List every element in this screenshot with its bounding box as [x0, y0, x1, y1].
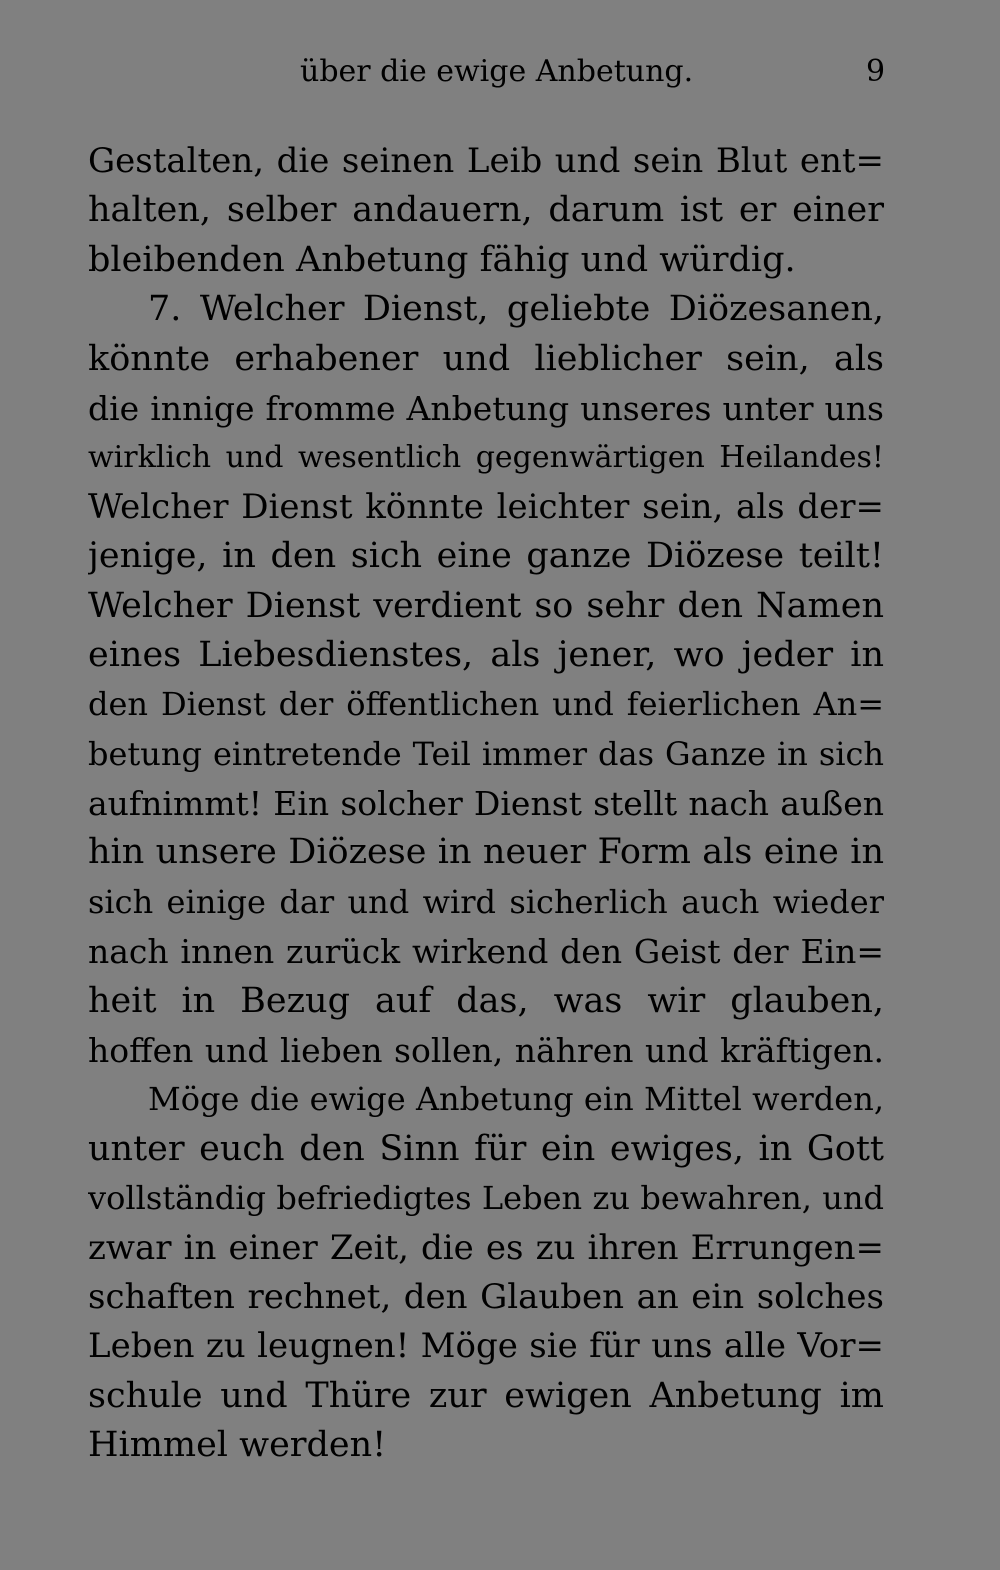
- text-line: halten, selber andauern, darum ist er einer: [88, 190, 884, 231]
- text-line: jenige, in den sich eine ganze Diözese teilt!: [88, 536, 884, 577]
- text-line: Welcher Dienst verdient so sehr den Namen: [88, 585, 884, 626]
- text-line: nach innen zurück wirkend den Geist der Ein=: [88, 932, 884, 972]
- text-line: sich einige dar und wird sicherlich auch wieder: [88, 882, 884, 921]
- running-title: über die ewige Anbetung.: [300, 54, 694, 89]
- paragraph-start-line: Möge die ewige Anbetung ein Mittel werden,: [148, 1080, 884, 1119]
- text-line: bleibenden Anbetung fähig und würdig.: [88, 239, 796, 280]
- text-line: hoffen und lieben sollen, nähren und kräftigen.: [88, 1031, 884, 1071]
- text-line: schaften rechnet, den Glauben an ein solches: [88, 1276, 884, 1317]
- text-line: unter euch den Sinn für ein ewiges, in Gott: [88, 1128, 884, 1169]
- text-line: heit in Bezug auf das, was wir glauben,: [88, 980, 884, 1021]
- text-line: wirklich und wesentlich gegenwärtigen Heilandes!: [88, 440, 884, 476]
- paragraph-start-line: 7. Welcher Dienst, geliebte Diözesanen,: [148, 289, 884, 330]
- page-number: 9: [866, 54, 886, 89]
- text-line: eines Liebesdienstes, als jener, wo jeder in: [88, 634, 884, 675]
- text-line: schule und Thüre zur ewigen Anbetung im: [88, 1375, 884, 1416]
- text-line: aufnimmt! Ein solcher Dienst stellt nach außen: [88, 784, 884, 824]
- text-line: hin unsere Diözese in neuer Form als eine in: [88, 832, 884, 873]
- text-line: könnte erhabener und lieblicher sein, als: [88, 338, 884, 379]
- body-text: [88, 137, 884, 1471]
- text-line: Leben zu leugnen! Möge sie für uns alle Vor=: [88, 1326, 884, 1367]
- text-line: die innige fromme Anbetung unseres unter uns: [88, 388, 884, 428]
- text-line: zwar in einer Zeit, die es zu ihren Errungen=: [88, 1227, 884, 1268]
- text-line: den Dienst der öffentlichen und feierlichen An=: [88, 685, 884, 724]
- text-line: Welcher Dienst könnte leichter sein, als der=: [88, 486, 884, 527]
- running-header: [0, 52, 1000, 92]
- text-line: betung eintretende Teil immer das Ganze in sich: [88, 734, 884, 773]
- text-line: Gestalten, die seinen Leib und sein Blut ent=: [88, 141, 884, 181]
- text-line: Himmel werden!: [88, 1425, 387, 1466]
- text-line: vollständig befriedigtes Leben zu bewahren, und: [88, 1179, 884, 1218]
